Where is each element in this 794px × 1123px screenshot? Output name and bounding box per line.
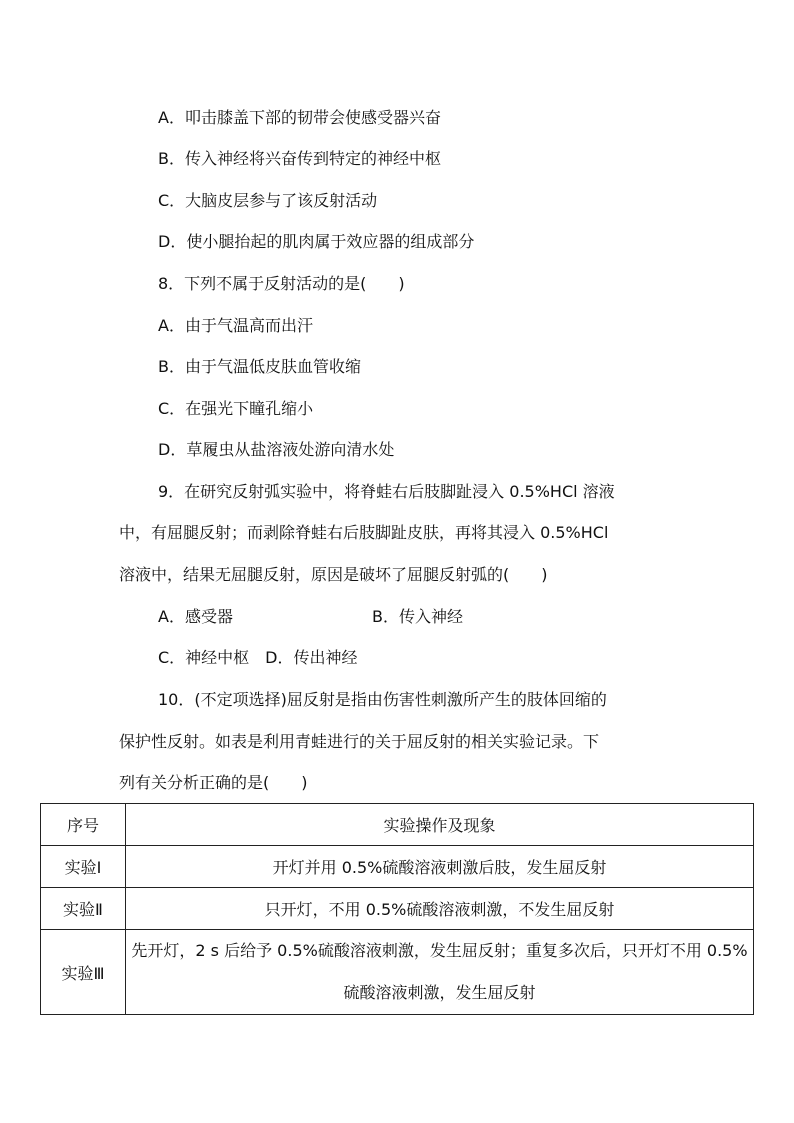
- row-1-id: 实验Ⅰ: [41, 846, 126, 888]
- q10-stem-line-1: 10．(不定项选择)屈反射是指由伤害性刺激所产生的肢体回缩的: [158, 690, 607, 709]
- q10-stem-line-3: 列有关分析正确的是( ): [119, 773, 308, 792]
- row-3-id: 实验Ⅲ: [41, 930, 126, 1015]
- table-row: [41, 930, 754, 1015]
- row-3-text: 先开灯，2 s 后给予 0.5%硫酸溶液刺激，发生屈反射；重复多次后，只开灯不用 0.5%硫酸溶液刺激，发生屈反射: [126, 930, 754, 1015]
- q8-option-b: B．由于气温低皮肤血管收缩: [158, 357, 361, 376]
- q7-option-b: B．传入神经将兴奋传到特定的神经中枢: [158, 149, 441, 168]
- row-1-text: 开灯并用 0.5%硫酸溶液刺激后肢，发生屈反射: [126, 846, 754, 888]
- header-operation: 实验操作及现象: [126, 804, 754, 846]
- row-2-id: 实验Ⅱ: [41, 888, 126, 930]
- q7-option-d: D．使小腿抬起的肌肉属于效应器的组成部分: [158, 232, 475, 251]
- q8-option-d: D．草履虫从盐溶液处游向清水处: [158, 440, 395, 459]
- table-header-row: [41, 804, 754, 846]
- experiment-table: [40, 803, 754, 1015]
- q10-stem-line-2: 保护性反射。如表是利用青蛙进行的关于屈反射的相关实验记录。下: [119, 732, 600, 751]
- row-2-text: 只开灯，不用 0.5%硫酸溶液刺激，不发生屈反射: [126, 888, 754, 930]
- q9-stem-line-3: 溶液中，结果无屈腿反射，原因是破坏了屈腿反射弧的( ): [119, 565, 548, 584]
- q9-stem-line-2: 中，有屈腿反射；而剥除脊蛙右后肢脚趾皮肤，再将其浸入 0.5%HCl: [119, 523, 609, 542]
- table-row: [41, 888, 754, 930]
- q9-option-a: A．感受器: [158, 607, 233, 626]
- q8-option-a: A．由于气温高而出汗: [158, 316, 313, 335]
- q7-option-a: A．叩击膝盖下部的韧带会使感受器兴奋: [158, 108, 441, 127]
- table-row: [41, 846, 754, 888]
- header-index: 序号: [41, 804, 126, 846]
- q7-option-c: C．大脑皮层参与了该反射活动: [158, 191, 378, 210]
- q8-option-c: C．在强光下瞳孔缩小: [158, 399, 314, 418]
- q8-stem: 8．下列不属于反射活动的是( ): [158, 274, 405, 293]
- q9-stem-line-1: 9．在研究反射弧实验中，将脊蛙右后肢脚趾浸入 0.5%HCl 溶液: [158, 482, 615, 501]
- q9-option-b: B．传入神经: [372, 607, 463, 626]
- q9-option-c-d: C．神经中枢 D．传出神经: [158, 648, 358, 667]
